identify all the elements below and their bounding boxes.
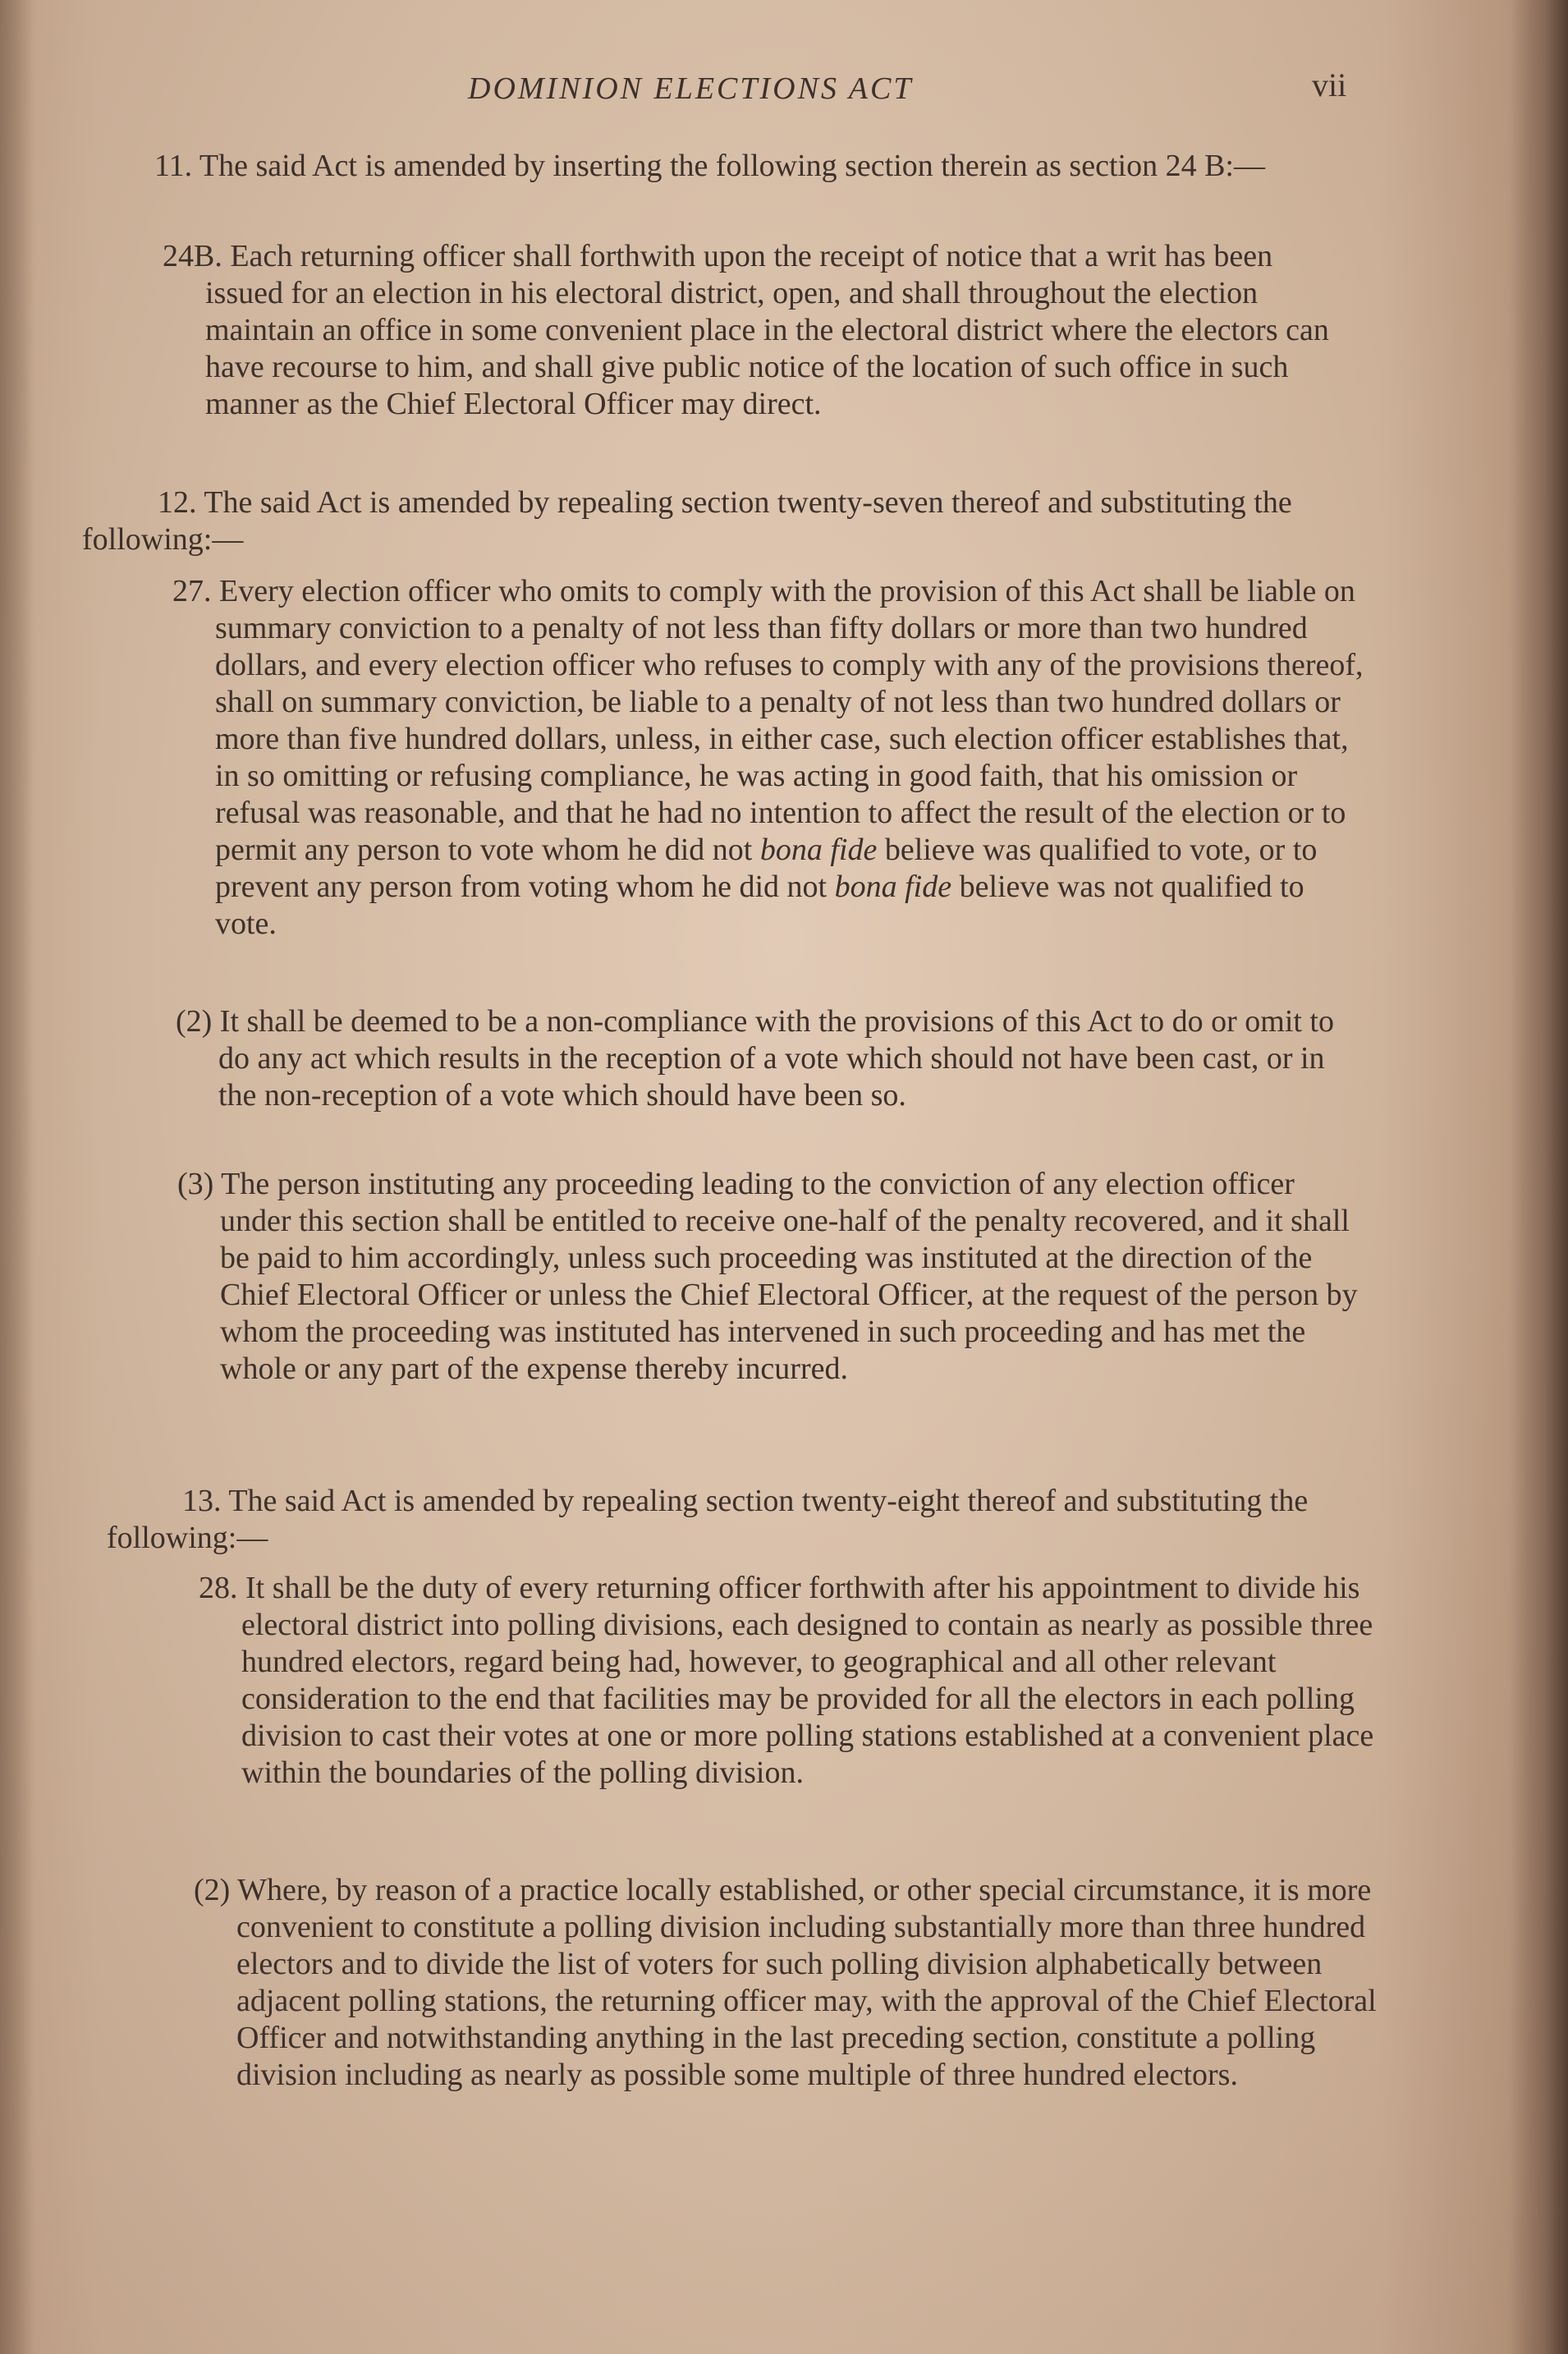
bona-fide-italic-2: bona fide: [834, 870, 952, 904]
paragraph-12: 12. The said Act is amended by repealing section twenty-seven thereof and substituting the following:—: [82, 485, 1292, 557]
section-27-subsection-2: (2) It shall be deemed to be a non-compliance with the provisions of this Act to do or omit to do any act which results in the reception of a vote which should not have been cast, or in the non-reception of a vote which should have been so.: [176, 1004, 1334, 1113]
bona-fide-italic-1: bona fide: [759, 833, 878, 867]
section-28-subsection-2: (2) Where, by reason of a practice locally established, or other special circumstance, it is more convenient to constitute a polling division including substantially more than three hundred electors and to divide the list of voters for such polling division alphabetically between adjacent polling stations, the returning officer may, with the approval of the Chief Electoral Officer and notwithstanding anything in the last preceding section, constitute a polling division including as nearly as possible some multiple of three hundred electors.: [194, 1873, 1377, 2092]
paragraph-11: 11. The said Act is amended by inserting the following section therein as section 24 B:—: [154, 149, 1265, 183]
paragraph-13: 13. The said Act is amended by repealing section twenty-eight thereof and substituting the following:—: [107, 1484, 1309, 1555]
section-27: [172, 573, 1364, 943]
section-27-text-c: believe was not qualified to vote.: [215, 870, 1304, 941]
page-left-edge-shadow: [0, 0, 33, 2354]
section-24b: 24B. Each returning officer shall forthwith upon the receipt of notice that a writ has been issued for an election in his electoral district, open, and shall throughout the election maintain an office in some convenient place in the electoral district where the electors can have recourse to him, and shall give public notice of the location of such office in such manner as the Chief Electoral Officer may direct.: [163, 239, 1329, 421]
section-27-subsection-3: (3) The person instituting any proceeding leading to the conviction of any election officer under this section shall be entitled to receive one-half of the penalty recovered, and it shall be paid to him accordingly, unless such proceeding was instituted at the direction of the Chief Electoral Officer or unless the Chief Electoral Officer, at the request of the person by whom the proceeding was instituted has intervened in such proceeding and has met the whole or any part of the expense thereby incurred.: [177, 1167, 1358, 1386]
section-27-text-a: 27. Every election officer who omits to comply with the provision of this Act shall be liable on summary conviction to a penalty of not less than fifty dollars or more than two hundred dollars, and every election officer who refuses to comply with any of the provisions thereof, shall on summary conviction, be liable to a penalty of not less than two hundred dollars or more than five hundred dollars, unless, in either case, such election officer establishes that, in so omitting or refusing compliance, he was acting in good faith, that his omission or refusal was reasonable, and that he had no intention to affect the result of the election or to permit any person to vote whom he did not: [172, 574, 1364, 867]
page-number: vii: [1312, 67, 1347, 103]
running-header-title: DOMINION ELECTIONS ACT: [468, 71, 914, 106]
book-spine-shadow: [1511, 0, 1568, 2354]
section-27-text-b: believe was qualified to vote, or to prevent any person from voting whom he did not: [215, 833, 1318, 904]
section-28: 28. It shall be the duty of every returning officer forthwith after his appointment to divide his electoral district into polling divisions, each designed to contain as nearly as possible three hundred electors, regard being had, however, to geographical and all other relevant consideration to the end that facilities may be provided for all the electors in each polling division to cast their votes at one or more polling stations established at a convenient place within the boundaries of the polling division.: [199, 1571, 1374, 1790]
